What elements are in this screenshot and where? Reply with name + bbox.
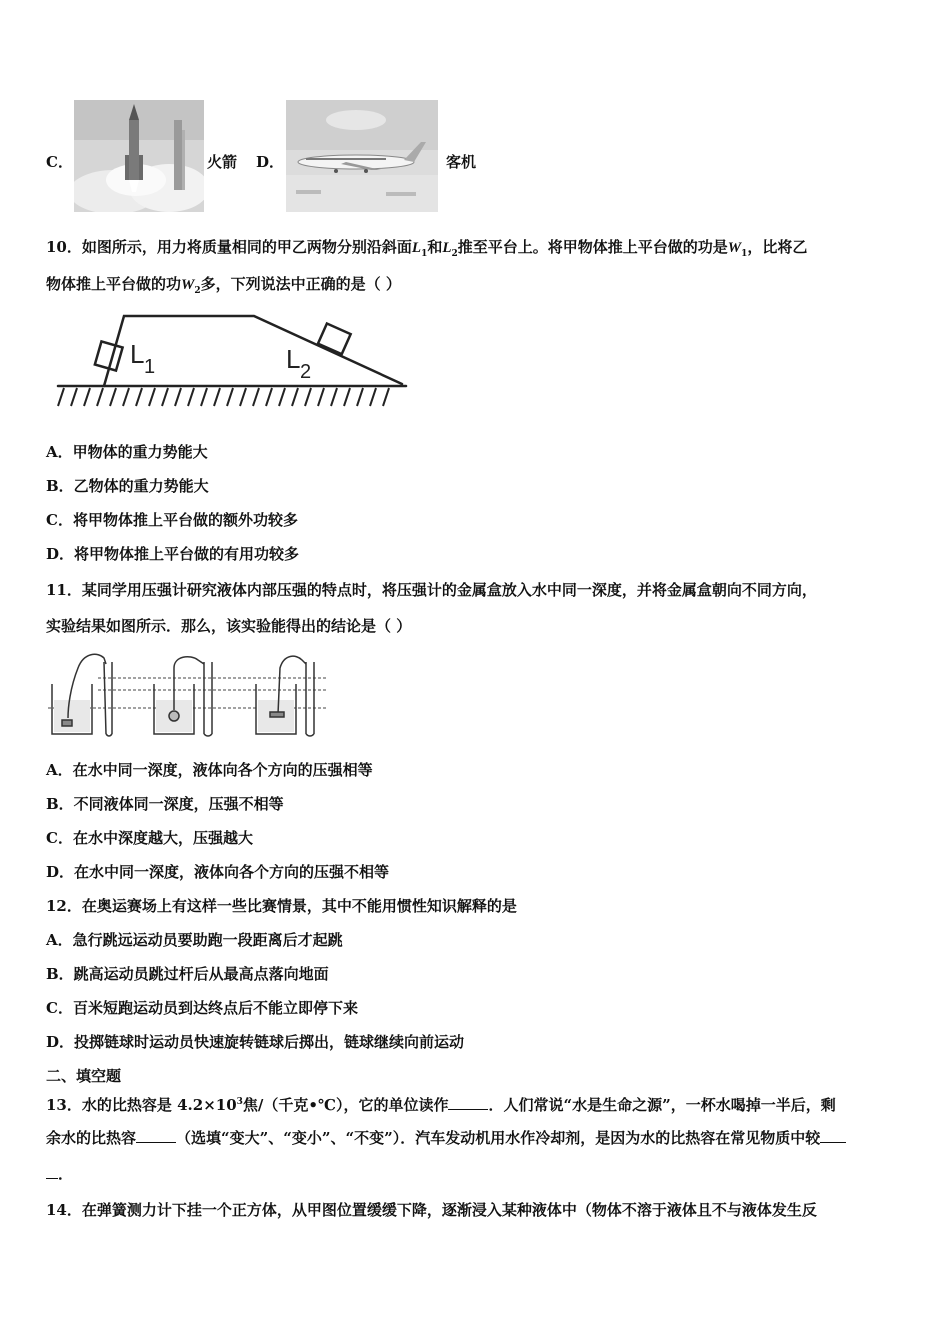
option-d-caption: 客机 <box>446 153 477 171</box>
q11-option-c: C．在水中深度越大，压强越大 <box>46 829 253 847</box>
q11-stem-line-2: 实验结果如图所示．那么，该实验能得出的结论是（ ） <box>46 617 412 635</box>
q13-blank-2[interactable] <box>136 1128 176 1143</box>
q10-option-c: C．将甲物体推上平台做的额外功较多 <box>46 511 298 529</box>
option-d-label: D． <box>256 153 285 171</box>
q12-stem: 12．在奥运赛场上有这样一些比赛情景，其中不能用惯性知识解释的是 <box>46 897 517 915</box>
figure-label-l1: L <box>130 339 145 369</box>
q13-blank-3[interactable] <box>820 1128 846 1143</box>
rocket-image <box>74 100 204 212</box>
pressure-gauge-figure <box>48 648 332 738</box>
q13-stem-line-2: 余水的比热容 （选填“变大”、“变小”、“不变”）．汽车发动机用水作冷却剂，是因为水的比热容在常见物质中较 <box>46 1128 846 1148</box>
section-title-fill-in: 二、填空题 <box>46 1067 122 1085</box>
q10-option-d: D．将甲物体推上平台做的有用功较多 <box>46 545 300 563</box>
q12-option-b: B．跳高运动员跳过杆后从最高点落向地面 <box>46 965 329 983</box>
q13-stem-line-1: 13．水的比热容是 $4.2\times 10^3$焦/（千克•℃），它的单位读作 ．人们常说“水是生命之源”，一杯水喝掉一半后，剩 <box>46 1096 836 1114</box>
q12-option-d: D．投掷链球时运动员快速旋转链球后掷出，链球继续向前运动 <box>46 1033 465 1051</box>
q11-option-a: A．在水中同一深度，液体向各个方向的压强相等 <box>46 761 373 779</box>
q13-blank-1[interactable] <box>448 1095 488 1110</box>
figure-label-l2-sub: 2 <box>300 361 312 383</box>
q11-stem-line-1: 11．某同学用压强计研究液体内部压强的特点时，将压强计的金属盒放入水中同一深度，并将金属盒朝向不同方向， <box>46 581 817 599</box>
q14-stem-line-1: 14．在弹簧测力计下挂一个正方体，从甲图位置缓缓下降，逐渐浸入某种液体中（物体不溶于液体且不与液体发生反 <box>46 1201 817 1219</box>
q12-option-c: C．百米短跑运动员到达终点后不能立即停下来 <box>46 999 358 1017</box>
airplane-image <box>286 100 438 212</box>
q12-option-a: A．急行跳远运动员要助跑一段距离后才起跳 <box>46 931 343 949</box>
q13-stem-line-3: ． <box>46 1164 73 1184</box>
q10-option-b: B．乙物体的重力势能大 <box>46 477 209 495</box>
figure-label-l1-sub: 1 <box>144 356 156 378</box>
incline-figure <box>54 310 410 412</box>
q11-option-b: B．不同液体同一深度，压强不相等 <box>46 795 284 813</box>
q10-option-a: A．甲物体的重力势能大 <box>46 443 208 461</box>
q10-stem-line-1: 10．如图所示，用力将质量相同的甲乙两物分别沿斜面$L_1$和$L_2$推至平台上。将甲物体推上平台做的功是$W_1$，比将乙 <box>46 238 808 259</box>
option-c-label: C． <box>46 153 73 171</box>
q11-option-d: D．在水中同一深度，液体向各个方向的压强不相等 <box>46 863 390 881</box>
q10-stem-line-2: 物体推上平台做的功$W_2$多，下列说法中正确的是（ ） <box>46 275 401 296</box>
option-c-caption: 火箭 <box>207 153 238 171</box>
figure-label-l2: L <box>286 344 301 374</box>
q13-blank-3-cont[interactable] <box>46 1164 58 1179</box>
